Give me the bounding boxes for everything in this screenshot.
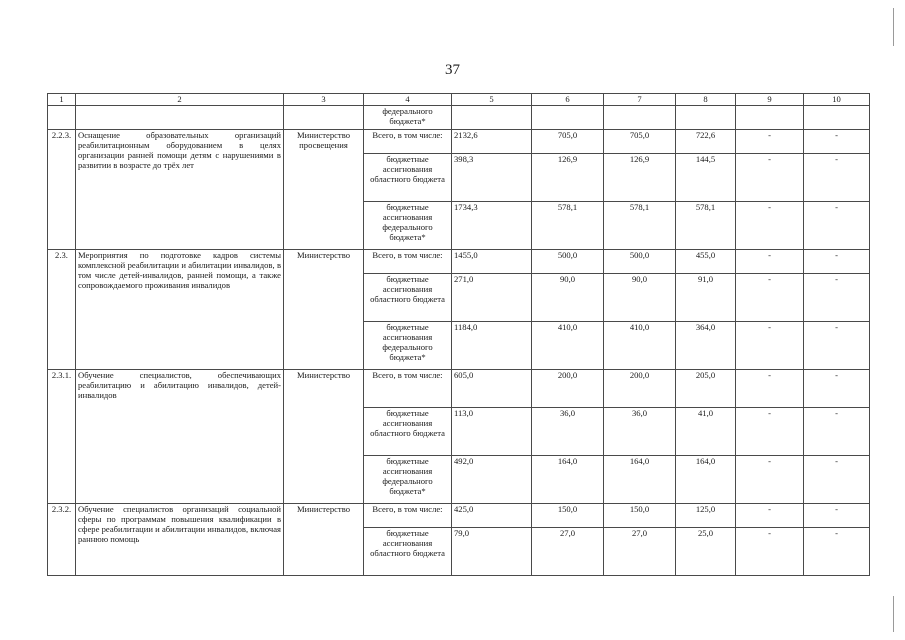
funding-source: бюджетные ассигнования областного бюджета [364,408,452,456]
header-cell: 8 [676,94,736,106]
value-year-3: 364,0 [676,322,736,370]
value-year-2: 200,0 [604,370,676,408]
value-year-1: 500,0 [532,250,604,274]
value-year-1: 200,0 [532,370,604,408]
value-year-2 [604,106,676,130]
item-description: Обучение специалистов организаций социальной сферы по программам повышения квалификации в сфере реабилитации и абилитации инвалидов, включая раннюю помощь [76,504,284,576]
value-year-3: 205,0 [676,370,736,408]
value-year-2: 500,0 [604,250,676,274]
value-total: 271,0 [452,274,532,322]
item-description: Оснащение образовательных организаций реабилитационным оборудованием в целях организации ранней помощи детям с нарушениями в развитии в возрасте до трёх лет [76,130,284,250]
header-cell: 3 [284,94,364,106]
value-year-4: - [736,250,804,274]
value-year-5: - [804,202,870,250]
value-year-5: - [804,250,870,274]
value-total: 79,0 [452,528,532,576]
value-year-2: 410,0 [604,322,676,370]
scan-edge-mark-bottom [893,596,894,632]
value-year-5: - [804,504,870,528]
value-year-5: - [804,528,870,576]
page-number: 37 [445,62,460,78]
value-total [452,106,532,130]
value-year-4 [736,106,804,130]
value-year-4: - [736,370,804,408]
value-year-1: 90,0 [532,274,604,322]
column-number-header [48,94,870,106]
value-year-5 [804,106,870,130]
value-year-5: - [804,408,870,456]
item-number: 2.3.1. [48,370,76,504]
value-total: 605,0 [452,370,532,408]
value-year-4: - [736,408,804,456]
table-row [48,130,870,154]
header-cell: 7 [604,94,676,106]
table-row [48,106,870,130]
value-year-3: 125,0 [676,504,736,528]
table-row [48,370,870,408]
value-total: 425,0 [452,504,532,528]
value-year-2: 578,1 [604,202,676,250]
funding-source: Всего, в том числе: [364,250,452,274]
value-year-3: 144,5 [676,154,736,202]
value-year-5: - [804,322,870,370]
funding-source: бюджетные ассигнования федерального бюджета* [364,202,452,250]
scan-edge-mark-top [893,8,894,46]
value-year-5: - [804,370,870,408]
item-number: 2.3. [48,250,76,370]
value-year-3: 25,0 [676,528,736,576]
value-year-1: 164,0 [532,456,604,504]
item-executor: Министерство [284,504,364,576]
header-cell: 4 [364,94,452,106]
header-cell: 5 [452,94,532,106]
value-year-1: 410,0 [532,322,604,370]
value-total: 492,0 [452,456,532,504]
value-year-1: 150,0 [532,504,604,528]
value-year-3 [676,106,736,130]
header-cell: 1 [48,94,76,106]
value-year-2: 150,0 [604,504,676,528]
value-year-1: 705,0 [532,130,604,154]
funding-source: бюджетные ассигнования областного бюджета [364,154,452,202]
funding-source: бюджетные ассигнования областного бюджета [364,528,452,576]
value-year-1 [532,106,604,130]
value-year-2: 126,9 [604,154,676,202]
item-executor [284,106,364,130]
value-total: 1184,0 [452,322,532,370]
value-year-2: 27,0 [604,528,676,576]
header-cell: 6 [532,94,604,106]
value-year-3: 41,0 [676,408,736,456]
funding-source: Всего, в том числе: [364,504,452,528]
funding-source: федерального бюджета* [364,106,452,130]
value-year-1: 578,1 [532,202,604,250]
value-year-4: - [736,504,804,528]
value-total: 398,3 [452,154,532,202]
value-year-2: 36,0 [604,408,676,456]
item-number: 2.3.2. [48,504,76,576]
table-row [48,504,870,528]
funding-source: Всего, в том числе: [364,130,452,154]
value-total: 113,0 [452,408,532,456]
funding-source: бюджетные ассигнования федерального бюджета* [364,322,452,370]
value-year-3: 455,0 [676,250,736,274]
value-year-1: 126,9 [532,154,604,202]
value-year-2: 90,0 [604,274,676,322]
item-number [48,106,76,130]
value-year-4: - [736,322,804,370]
value-year-3: 164,0 [676,456,736,504]
value-year-2: 705,0 [604,130,676,154]
value-year-3: 722,6 [676,130,736,154]
value-year-5: - [804,274,870,322]
item-description [76,106,284,130]
value-year-5: - [804,130,870,154]
item-description: Мероприятия по подготовке кадров системы комплексной реабилитации и абилитации инвалидов, в том числе детей-инвалидов, ранней помощи, а также сопровождаемого проживания инвалидов [76,250,284,370]
value-year-3: 91,0 [676,274,736,322]
header-cell: 9 [736,94,804,106]
value-year-5: - [804,456,870,504]
value-total: 1455,0 [452,250,532,274]
table-row [48,250,870,274]
value-year-4: - [736,154,804,202]
value-year-4: - [736,274,804,322]
value-year-5: - [804,154,870,202]
item-description: Обучение специалистов, обеспечивающих реабилитацию и абилитацию инвалидов, детей-инвалидов [76,370,284,504]
budget-table [47,93,870,576]
value-year-4: - [736,130,804,154]
header-cell: 2 [76,94,284,106]
item-executor: Министерство [284,250,364,370]
header-cell: 10 [804,94,870,106]
value-year-1: 36,0 [532,408,604,456]
value-year-2: 164,0 [604,456,676,504]
value-year-4: - [736,528,804,576]
funding-source: бюджетные ассигнования областного бюджета [364,274,452,322]
item-executor: Министерство [284,370,364,504]
value-total: 1734,3 [452,202,532,250]
value-year-4: - [736,456,804,504]
funding-source: бюджетные ассигнования федерального бюджета* [364,456,452,504]
funding-source: Всего, в том числе: [364,370,452,408]
value-total: 2132,6 [452,130,532,154]
item-number: 2.2.3. [48,130,76,250]
value-year-3: 578,1 [676,202,736,250]
value-year-4: - [736,202,804,250]
item-executor: Министерство просвещения [284,130,364,250]
value-year-1: 27,0 [532,528,604,576]
